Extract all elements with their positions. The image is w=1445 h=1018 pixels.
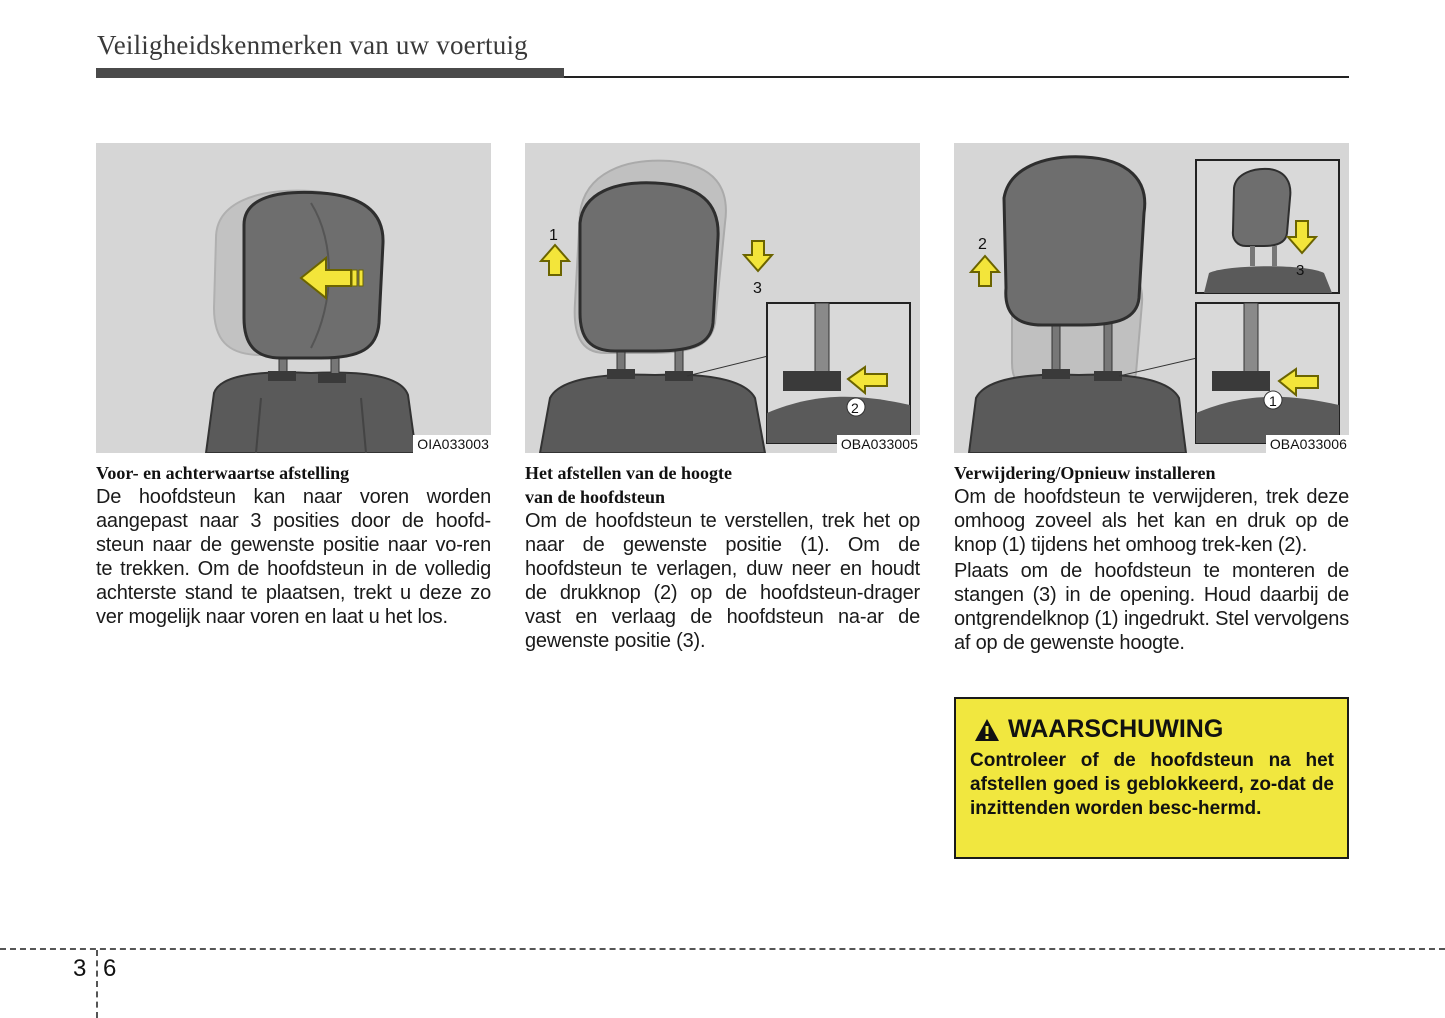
warning-text: Controleer of de hoofdsteun na het afstellen goed is geblokkeerd, zo-dat de inzittenden worden besc-hermd. (970, 750, 1334, 819)
column-removal (954, 143, 1349, 657)
warning-triangle-icon (974, 718, 1000, 742)
section-body (96, 485, 491, 629)
paragraph: Plaats om de hoofdsteun te monteren de stangen (3) in de opening. Houd daarbij de ontgrendelknop (1) ingedrukt. Stel vervolgens af op de gewenste hoogte. (954, 560, 1349, 654)
warning-title-text: WAARSCHUWING (1008, 715, 1224, 743)
footer-rule (0, 948, 1445, 950)
page-header-title: Veiligheidskenmerken van uw voertuig (97, 30, 528, 60)
figure-code: OBA033005 (837, 435, 920, 453)
callout-2-label: 2 (851, 400, 859, 416)
header-rule (564, 76, 1349, 78)
callout-3-label: 3 (1296, 262, 1305, 279)
heading-line: Het afstellen van de hoogte (525, 463, 732, 483)
chapter-number: 3 (73, 955, 87, 982)
headrest-fore-aft-illustration (96, 143, 491, 453)
section-body (954, 485, 1349, 655)
section-heading: Voor- en achterwaartse afstelling (96, 463, 350, 483)
callout-1-label: 1 (1269, 393, 1277, 409)
warning-title (974, 715, 1223, 744)
figure-code: OBA033006 (1266, 435, 1349, 453)
footer-divider (96, 950, 98, 1018)
figure-code: OIA033003 (413, 435, 491, 453)
section-heading: Verwijdering/Opnieuw installeren (954, 463, 1216, 483)
paragraph: Om de hoofdsteun te verwijderen, trek deze omhoog zoveel als het kan en druk op de knop (1) tijdens het omhoog trek-ken (2). (954, 486, 1349, 556)
callout-2-label: 2 (978, 236, 987, 253)
callout-1-label: 1 (549, 227, 558, 244)
header-bar (96, 68, 564, 78)
column-height-adjust (525, 143, 920, 655)
headrest-removal-illustration (954, 143, 1349, 453)
heading-line: van de hoofdsteun (525, 487, 666, 507)
callout-3-label: 3 (753, 280, 762, 297)
page-number: 6 (103, 955, 117, 982)
column-fore-aft (96, 143, 491, 631)
section-heading (525, 461, 920, 509)
figure-height-adjustment (525, 143, 920, 453)
section-body (525, 509, 920, 653)
paragraph: Om de hoofdsteun te verstellen, trek het op naar de gewenste positie (1). Om de hoofdsteun te verlagen, duw neer en houdt de drukknop (2) op de hoofdsteun-drager vast en verlaag de hoofdsteun na-ar de gewenste positie (3). (525, 510, 920, 652)
warning-box (954, 697, 1349, 859)
figure-removal-install (954, 143, 1349, 453)
headrest-height-illustration (525, 143, 920, 453)
paragraph: De hoofdsteun kan naar voren worden aangepast naar 3 posities door de hoofd-steun naar de gewenste positie naar vo-ren te trekken. Om de hoofdsteun in de volledig achterste stand te plaatsen, trekt u deze zo ver mogelijk naar voren en laat u het los. (96, 486, 491, 628)
figure-fore-aft-adjustment (96, 143, 491, 453)
